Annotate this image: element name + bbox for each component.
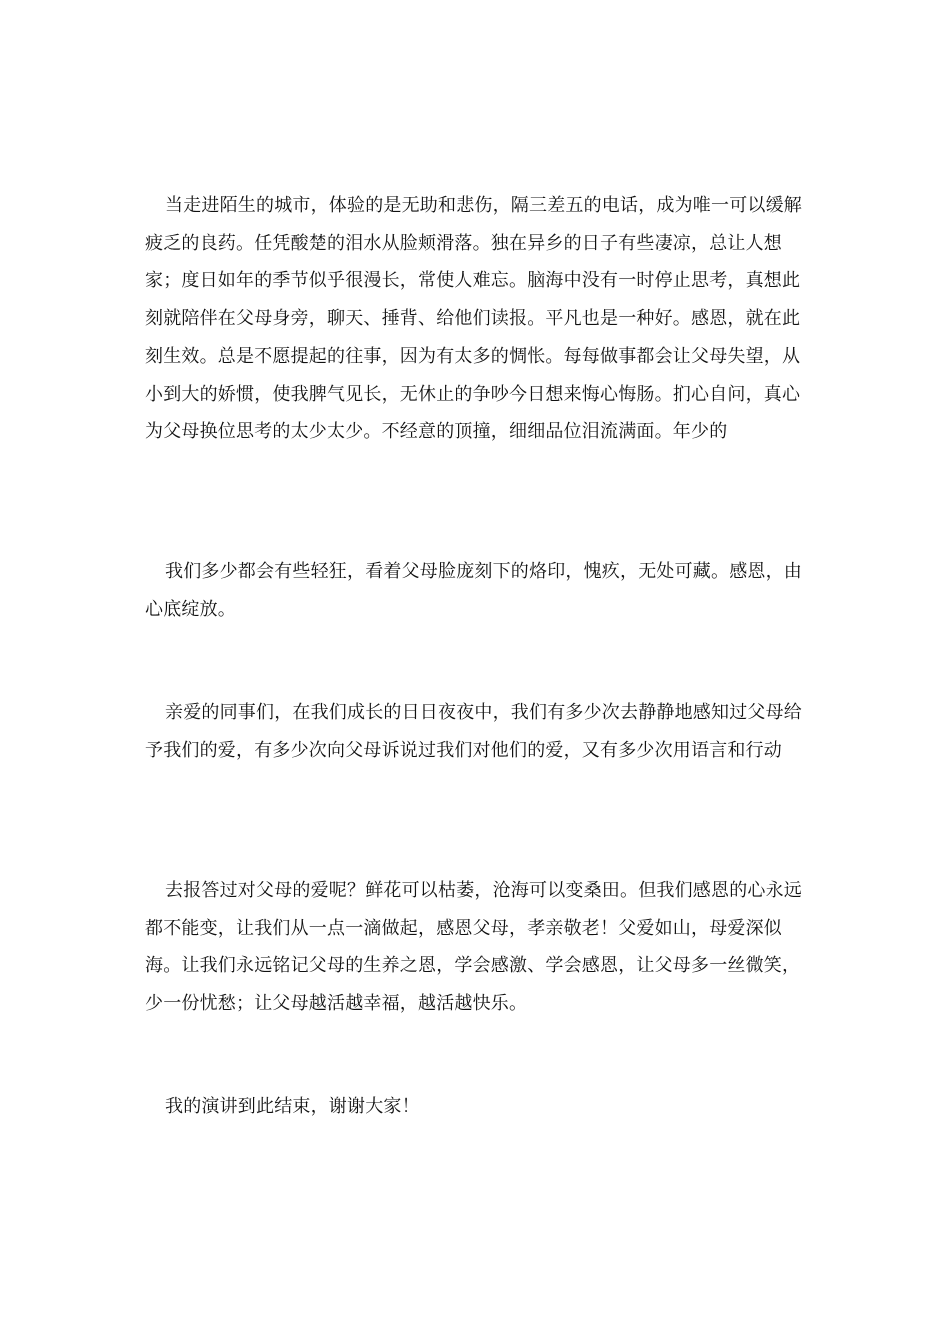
paragraph-homesick: 当走进陌生的城市，体验的是无助和悲伤，隔三差五的电话，成为唯一可以缓解疲乏的良药。任凭酸楚的泪水从脸颊滑落。独在异乡的日子有些凄凉，总让人想家；度日如年的季节似乎很漫长，常使人难忘。脑海中没有一时停止思考，真想此刻就陪伴在父母身旁，聊天、捶背、给他们读报。平凡也是一种好。感恩，就在此刻生效。总是不愿提起的往事，因为有太多的惆怅。每每做事都会让父母失望，从小到大的娇惯，使我脾气见长，无休止的争吵今日想来悔心悔肠。扪心自问，真心为父母换位思考的太少太少。不经意的顶撞，细细品位泪流满面。年少的 bbox=[145, 195, 802, 443]
paragraph-youth: 我们多少都会有些轻狂，看着父母脸庞刻下的烙印，愧疚，无处可藏。感恩，由心底绽放。 bbox=[145, 561, 802, 620]
paragraph-repay-parents: 去报答过对父母的爱呢？鲜花可以枯萎，沧海可以变桑田。但我们感恩的心永远都不能变，让我们从一点一滴做起，感恩父母，孝亲敬老！父爱如山，母爱深似海。让我们永远铭记父母的生养之恩，学会感激、学会感恩，让父母多一丝微笑，少一份忧愁；让父母越活越幸福，越活越快乐。 bbox=[145, 880, 802, 1015]
paragraph-colleagues: 亲爱的同事们，在我们成长的日日夜夜中，我们有多少次去静静地感知过父母给予我们的爱，有多少次向父母诉说过我们对他们的爱，又有多少次用语言和行动 bbox=[145, 702, 802, 761]
paragraph-closing: 我的演讲到此结束，谢谢大家！ bbox=[165, 1096, 420, 1117]
